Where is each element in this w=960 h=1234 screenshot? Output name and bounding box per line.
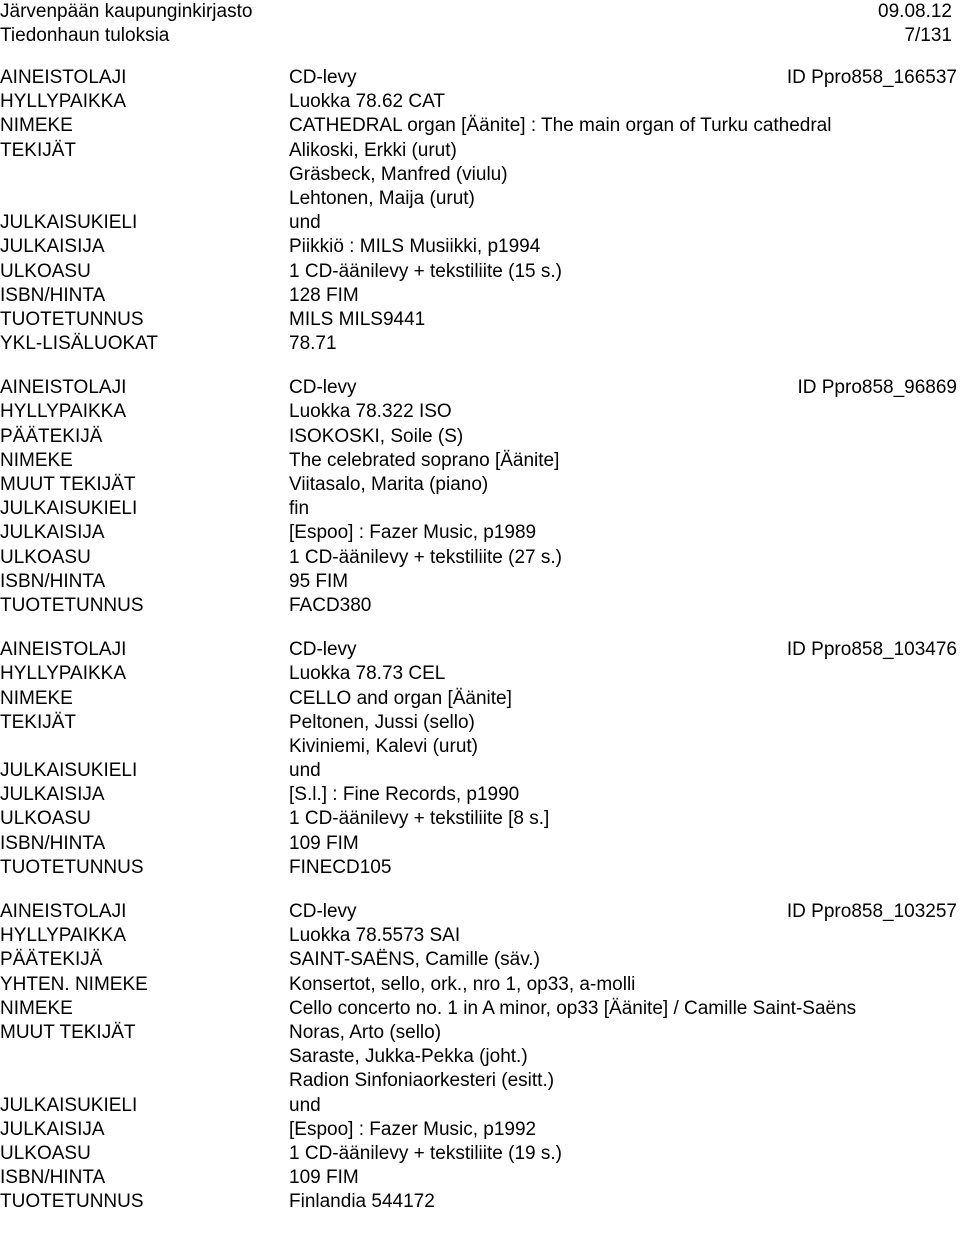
record-field-row <box>0 900 960 924</box>
field-value: Piikkiö : MILS Musiikki, p1994 <box>289 236 541 258</box>
field-value: 1 CD-äänilevy + tekstiliite (19 s.) <box>289 1142 562 1164</box>
field-value: 1 CD-äänilevy + tekstiliite (15 s.) <box>289 260 562 282</box>
record-field-row <box>0 594 960 618</box>
field-value: 95 FIM <box>289 570 349 592</box>
record-field-row <box>0 546 960 570</box>
record-field-row <box>0 856 960 880</box>
field-label: HYLLYPAIKKA <box>0 91 127 113</box>
record-field-row <box>0 973 960 997</box>
field-value: und <box>289 1094 321 1116</box>
record-field-row <box>0 759 960 783</box>
record-field-row <box>0 1021 960 1045</box>
field-value: 78.71 <box>289 333 337 355</box>
record-field-row <box>0 1045 960 1069</box>
record-field-row <box>0 66 960 90</box>
field-value: The celebrated soprano [Äänite] <box>289 449 560 471</box>
record-field-row <box>0 687 960 711</box>
record-field-row <box>0 662 960 686</box>
record-id: ID Ppro858_166537 <box>786 67 957 88</box>
field-value: Cello concerto no. 1 in A minor, op33 [Äänite] / Camille Saint-Saëns <box>289 997 857 1019</box>
record-field-row <box>0 425 960 449</box>
field-label: PÄÄTEKIJÄ <box>0 425 103 447</box>
field-label: ISBN/HINTA <box>0 284 106 306</box>
record-field-row <box>0 521 960 545</box>
page-number: 7/131 <box>904 25 952 46</box>
record-field-row <box>0 570 960 594</box>
record-field-row <box>0 711 960 735</box>
record-id: ID Ppro858_96869 <box>797 377 957 399</box>
field-label: ISBN/HINTA <box>0 832 106 854</box>
field-label: ISBN/HINTA <box>0 570 106 592</box>
field-label: ULKOASU <box>0 260 91 282</box>
record <box>0 66 960 356</box>
field-label: MUUT TEKIJÄT <box>0 474 136 495</box>
field-value: SAINT-SAËNS, Camille (säv.) <box>289 949 540 971</box>
record-field-row <box>0 1166 960 1190</box>
field-value: Saraste, Jukka-Pekka (joht.) <box>289 1046 528 1068</box>
record-id: ID Ppro858_103476 <box>786 639 957 661</box>
field-label: JULKAISIJA <box>0 522 105 544</box>
record-field-row <box>0 376 960 400</box>
field-label: NIMEKE <box>0 115 73 137</box>
field-label: NIMEKE <box>0 997 73 1019</box>
record-field-row <box>0 1094 960 1118</box>
field-value: CATHEDRAL organ [Äänite] : The main organ of Turku cathedral <box>289 115 832 137</box>
field-value: fin <box>289 498 310 520</box>
field-value: Luokka 78.62 CAT <box>289 91 445 113</box>
field-value: Gräsbeck, Manfred (viulu) <box>289 163 508 185</box>
field-label: JULKAISUKIELI <box>0 760 138 782</box>
report-title: Tiedonhaun tuloksia <box>0 25 170 46</box>
field-value: CD-levy <box>289 639 357 661</box>
field-label: JULKAISUKIELI <box>0 212 138 234</box>
field-value: FINECD105 <box>289 856 392 878</box>
field-value: MILS MILS9441 <box>289 308 426 330</box>
record-field-row <box>0 211 960 235</box>
field-label: JULKAISIJA <box>0 1118 105 1140</box>
record-field-row <box>0 449 960 473</box>
field-label: JULKAISIJA <box>0 784 105 806</box>
field-value: Finlandia 544172 <box>289 1191 435 1213</box>
field-value: 1 CD-äänilevy + tekstiliite (27 s.) <box>289 546 562 568</box>
field-label: NIMEKE <box>0 449 73 471</box>
record-field-row <box>0 90 960 114</box>
record-list <box>0 66 960 1234</box>
field-value: Luokka 78.5573 SAI <box>289 925 461 947</box>
field-value: CELLO and organ [Äänite] <box>289 687 512 709</box>
field-label: AINEISTOLAJI <box>0 901 127 922</box>
field-label: JULKAISIJA <box>0 236 105 258</box>
field-label: HYLLYPAIKKA <box>0 925 127 947</box>
record-field-row <box>0 400 960 424</box>
field-value: ISOKOSKI, Soile (S) <box>289 425 464 447</box>
header-row-1 <box>0 0 952 24</box>
field-label: TEKIJÄT <box>0 711 77 733</box>
field-value: FACD380 <box>289 594 372 616</box>
record <box>0 638 960 880</box>
field-value: 109 FIM <box>289 1167 359 1189</box>
record-field-row <box>0 308 960 332</box>
record-field-row <box>0 163 960 187</box>
record-field-row <box>0 260 960 284</box>
field-value: Luokka 78.322 ISO <box>289 401 452 423</box>
record-field-row <box>0 1142 960 1166</box>
field-value: Radion Sinfoniaorkesteri (esitt.) <box>289 1070 555 1092</box>
record-field-row <box>0 139 960 163</box>
record-field-row <box>0 807 960 831</box>
field-label: MUUT TEKIJÄT <box>0 1021 136 1043</box>
field-value: Noras, Arto (sello) <box>289 1021 442 1043</box>
library-name: Järvenpään kaupunginkirjasto <box>0 1 253 22</box>
field-value: Kiviniemi, Kalevi (urut) <box>289 735 478 757</box>
record-field-row <box>0 1069 960 1093</box>
record-field-row <box>0 497 960 521</box>
record-field-row <box>0 235 960 259</box>
field-label: JULKAISUKIELI <box>0 498 138 520</box>
field-value: und <box>289 760 321 782</box>
record <box>0 376 960 618</box>
field-label: NIMEKE <box>0 687 73 709</box>
field-label: YKL-LISÄLUOKAT <box>0 333 159 355</box>
field-value: 1 CD-äänilevy + tekstiliite [8 s.] <box>289 808 550 830</box>
record-field-row <box>0 114 960 138</box>
field-value: CD-levy <box>289 377 357 399</box>
record-field-row <box>0 638 960 662</box>
field-label: AINEISTOLAJI <box>0 639 127 661</box>
field-label: TEKIJÄT <box>0 139 77 161</box>
field-value: [Espoo] : Fazer Music, p1989 <box>289 522 537 544</box>
field-label: ISBN/HINTA <box>0 1167 106 1189</box>
field-value: Peltonen, Jussi (sello) <box>289 711 475 733</box>
record <box>0 900 960 1214</box>
field-label: HYLLYPAIKKA <box>0 663 127 685</box>
record-field-row <box>0 832 960 856</box>
field-value: Luokka 78.73 CEL <box>289 663 446 685</box>
field-label: HYLLYPAIKKA <box>0 401 127 423</box>
print-date: 09.08.12 <box>878 1 952 22</box>
record-field-row <box>0 1118 960 1142</box>
field-value: [Espoo] : Fazer Music, p1992 <box>289 1118 537 1140</box>
record-field-row <box>0 473 960 497</box>
record-field-row <box>0 1190 960 1214</box>
record-field-row <box>0 948 960 972</box>
field-value: [S.l.] : Fine Records, p1990 <box>289 784 520 806</box>
field-label: TUOTETUNNUS <box>0 594 144 616</box>
field-label: TUOTETUNNUS <box>0 308 144 330</box>
page-header <box>0 0 952 48</box>
field-label: JULKAISUKIELI <box>0 1094 138 1116</box>
field-value: CD-levy <box>289 901 357 922</box>
record-field-row <box>0 735 960 759</box>
record-id: ID Ppro858_103257 <box>786 901 957 922</box>
field-label: YHTEN. NIMEKE <box>0 973 148 995</box>
field-value: Alikoski, Erkki (urut) <box>289 139 457 161</box>
field-label: TUOTETUNNUS <box>0 1191 144 1213</box>
field-label: PÄÄTEKIJÄ <box>0 949 103 971</box>
record-field-row <box>0 924 960 948</box>
record-field-row <box>0 997 960 1021</box>
field-value: und <box>289 212 321 234</box>
record-field-row <box>0 783 960 807</box>
field-label: TUOTETUNNUS <box>0 856 144 878</box>
field-label: ULKOASU <box>0 808 91 830</box>
field-value: Lehtonen, Maija (urut) <box>289 187 475 209</box>
record-field-row <box>0 187 960 211</box>
header-row-2 <box>0 24 952 48</box>
field-label: ULKOASU <box>0 546 91 568</box>
record-field-row <box>0 284 960 308</box>
field-label: AINEISTOLAJI <box>0 67 127 88</box>
field-value: 128 FIM <box>289 284 359 306</box>
record-field-row <box>0 332 960 356</box>
field-value: Viitasalo, Marita (piano) <box>289 474 489 495</box>
field-value: 109 FIM <box>289 832 359 854</box>
field-label: AINEISTOLAJI <box>0 377 127 399</box>
field-value: Konsertot, sello, ork., nro 1, op33, a-molli <box>289 973 636 995</box>
field-label: ULKOASU <box>0 1142 91 1164</box>
field-value: CD-levy <box>289 67 357 88</box>
